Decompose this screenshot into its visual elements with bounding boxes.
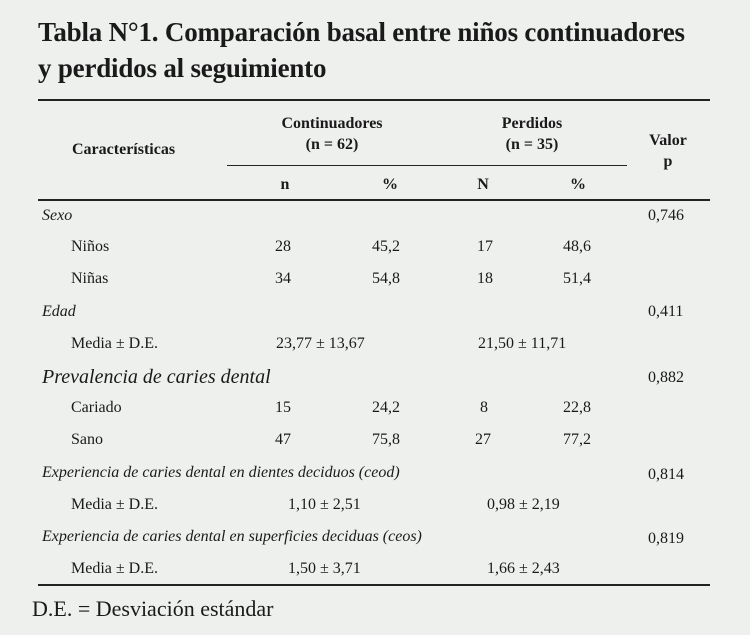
section-label-ceos: Experiencia de caries dental en superficies deciduas (ceos) [42, 528, 422, 545]
cell-ninas-n2: 18 [477, 270, 493, 287]
cell-ninas-pct2: 51,4 [563, 270, 591, 287]
cell-ceod-continuadores: 1,10 ± 2,51 [288, 496, 361, 513]
cell-cariado-pct2: 22,8 [563, 399, 591, 416]
cell-ninas-n1: 34 [275, 270, 291, 287]
p-value-sexo: 0,746 [648, 207, 684, 224]
row-label-ninas: Niñas [71, 270, 109, 287]
header-col-n: n [280, 176, 290, 193]
row-label-ceos-media: Media ± D.E. [71, 560, 158, 577]
cell-ceos-perdidos: 1,66 ± 2,43 [487, 560, 560, 577]
cell-ninas-pct1: 54,8 [372, 270, 400, 287]
table-title-line-1: Tabla N°1. Comparación basal entre niños continuadores [38, 17, 685, 47]
cell-cariado-pct1: 24,2 [372, 399, 400, 416]
cell-cariado-n1: 15 [275, 399, 291, 416]
group-header-rule [227, 165, 627, 166]
row-label-sano: Sano [71, 431, 103, 448]
header-continuadores-n: (n = 62) [305, 136, 359, 153]
top-rule [38, 99, 710, 101]
section-label-sexo: Sexo [42, 207, 73, 224]
table-title-line-2: y perdidos al seguimiento [38, 53, 327, 83]
cell-ceos-continuadores: 1,50 ± 3,71 [288, 560, 361, 577]
header-perdidos-n: (n = 35) [505, 136, 559, 153]
cell-ninos-pct2: 48,6 [563, 238, 591, 255]
header-continuadores: Continuadores [281, 115, 383, 132]
p-value-edad: 0,411 [648, 303, 684, 320]
cell-sano-n1: 47 [275, 431, 291, 448]
cell-ninos-n2: 17 [477, 238, 493, 255]
row-label-edad-media: Media ± D.E. [71, 335, 158, 352]
row-label-cariado: Cariado [71, 399, 122, 416]
p-value-ceod: 0,814 [648, 466, 684, 483]
header-col-N: N [477, 176, 489, 193]
header-col-pct-2: % [570, 176, 586, 193]
p-value-prevalencia: 0,882 [648, 369, 684, 386]
header-caracteristicas: Características [72, 141, 176, 158]
bottom-rule [38, 584, 710, 586]
cell-sano-pct1: 75,8 [372, 431, 400, 448]
section-label-edad: Edad [42, 303, 76, 320]
section-label-prevalencia: Prevalencia de caries dental [42, 366, 271, 388]
header-valor: Valor [649, 132, 687, 149]
header-col-pct: % [382, 176, 398, 193]
section-label-ceod: Experiencia de caries dental en dientes deciduos (ceod) [42, 464, 400, 481]
cell-edad-continuadores: 23,77 ± 13,67 [276, 335, 365, 352]
cell-sano-pct2: 77,2 [563, 431, 591, 448]
header-bottom-rule [38, 199, 710, 201]
cell-edad-perdidos: 21,50 ± 11,71 [478, 335, 567, 352]
header-p: p [663, 153, 673, 170]
cell-ceod-perdidos: 0,98 ± 2,19 [487, 496, 560, 513]
cell-sano-n2: 27 [475, 431, 491, 448]
cell-ninos-n1: 28 [275, 238, 291, 255]
header-perdidos: Perdidos [501, 115, 563, 132]
cell-cariado-n2: 8 [480, 399, 488, 416]
row-label-ceod-media: Media ± D.E. [71, 496, 158, 513]
p-value-ceos: 0,819 [648, 530, 684, 547]
row-label-ninos: Niños [71, 238, 110, 255]
footnote: D.E. = Desviación estándar [32, 596, 274, 621]
cell-ninos-pct1: 45,2 [372, 238, 400, 255]
table-title [38, 14, 738, 86]
